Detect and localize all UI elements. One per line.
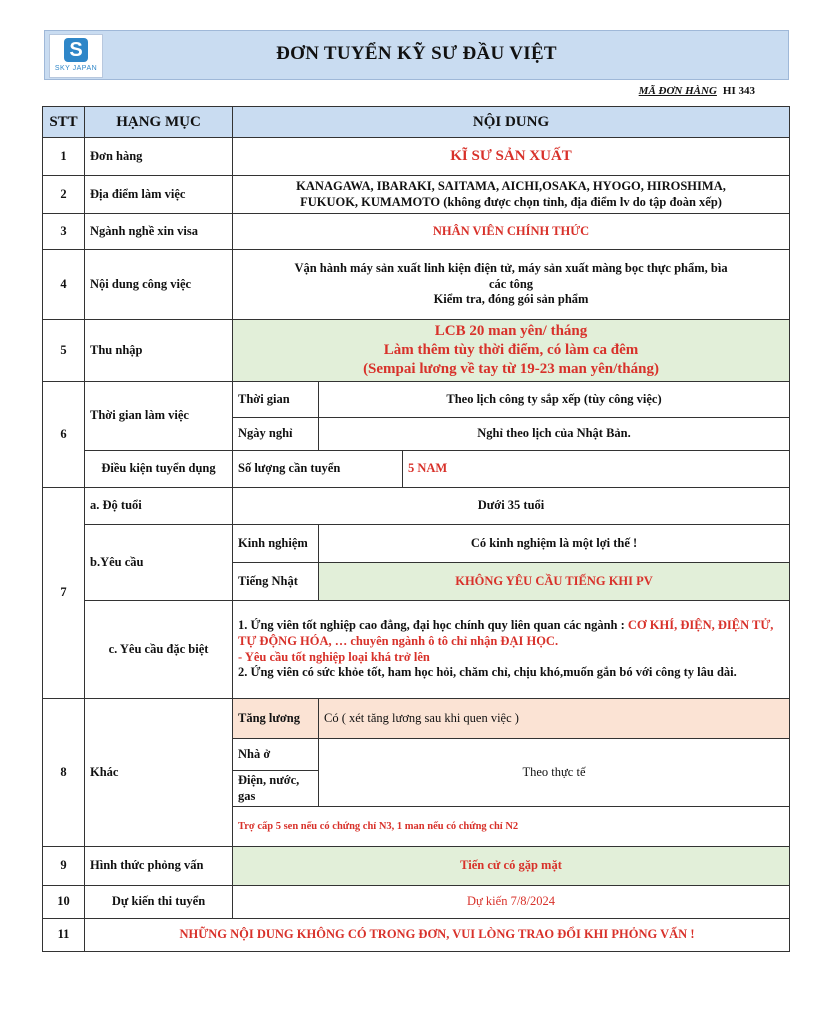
time-label: Thời gian — [233, 382, 319, 418]
japanese-value: KHÔNG YÊU CẦU TIẾNG KHI PV — [319, 563, 790, 601]
row-stt: 8 — [43, 699, 85, 847]
income-value — [233, 320, 790, 382]
table-row — [43, 382, 790, 418]
row-label: Đơn hàng — [85, 138, 233, 176]
time-value: Theo lịch công ty sắp xếp (tùy công việc) — [319, 382, 790, 418]
special-req-2: 2. Ứng viên có sức khỏe tốt, ham học hỏi, chăm chỉ, chịu khó,muốn gắn bó với công ty lâu dài. — [238, 665, 737, 680]
experience-label: Kinh nghiệm — [233, 525, 319, 563]
interview-format-value: Tiến cử có gặp mặt — [233, 847, 790, 886]
raise-label: Tăng lương — [233, 699, 319, 739]
special-req-1 — [238, 618, 784, 649]
table-row — [43, 488, 790, 525]
experience-value: Có kinh nghiệm là một lợi thế ! — [319, 525, 790, 563]
row-value: KĨ SƯ SẢN XUẤT — [233, 138, 790, 176]
table-row — [43, 919, 790, 952]
quantity-label: Số lượng cần tuyển — [233, 451, 403, 488]
row-stt: 7 — [43, 488, 85, 699]
row-stt: 2 — [43, 176, 85, 214]
row-stt: 6 — [43, 382, 85, 488]
job-line-1: Vận hành máy sản xuất linh kiện điện tử, máy sản xuất màng bọc thực phẩm, bìa — [294, 261, 728, 276]
table-header-row — [43, 107, 790, 138]
requirement-label: b.Yêu cầu — [85, 525, 233, 601]
order-code — [639, 85, 755, 97]
special-req-1-majors: CƠ KHÍ, ĐIỆN, ĐIỆN TỬ, TỰ ĐỘNG HÓA, … chuyên ngành ô tô chỉ nhận ĐẠI HỌC. — [238, 618, 774, 648]
table-row — [43, 451, 790, 488]
housing-label: Nhà ở — [233, 739, 319, 771]
job-line-3: Kiểm tra, đóng gói sản phẩm — [433, 292, 589, 307]
table-row — [43, 699, 790, 739]
location-line-1: KANAGAWA, IBARAKI, SAITAMA, AICHI,OSAKA, HYOGO, HIROSHIMA, — [296, 178, 726, 193]
table-row — [43, 847, 790, 886]
certificate-allowance: Trợ cấp 5 sen nếu có chứng chỉ N3, 1 man nếu có chứng chỉ N2 — [233, 807, 790, 847]
japanese-label: Tiếng Nhật — [233, 563, 319, 601]
row-stt: 9 — [43, 847, 85, 886]
age-label: a. Độ tuổi — [85, 488, 233, 525]
special-requirement-value — [233, 601, 790, 699]
income-line-1: LCB 20 man yên/ tháng — [434, 323, 588, 340]
document-title: ĐƠN TUYỂN KỸ SƯ ĐẦU VIỆT — [276, 43, 557, 64]
order-code-value: HI 343 — [722, 85, 755, 97]
quantity-value: 5 NAM — [403, 451, 790, 488]
title-banner — [44, 30, 789, 80]
income-line-3: (Sempai lương về tay từ 19-23 man yên/tháng) — [363, 360, 659, 377]
table-row — [43, 601, 790, 699]
row-label: Ngành nghề xin visa — [85, 214, 233, 250]
table-row — [43, 886, 790, 919]
row-stt: 11 — [43, 919, 85, 952]
row-label: Khác — [85, 699, 233, 847]
header-category: HẠNG MỤC — [85, 107, 233, 138]
row-stt: 1 — [43, 138, 85, 176]
table-row — [43, 525, 790, 563]
order-code-label: MÃ ĐƠN HÀNG — [638, 85, 717, 97]
logo-s-icon: S — [64, 38, 88, 62]
table-row — [43, 138, 790, 176]
row-label: Nội dung công việc — [85, 250, 233, 320]
day-off-value: Nghỉ theo lịch của Nhật Bản. — [319, 418, 790, 451]
special-req-grade: - Yêu cầu tốt nghiệp loại khá trở lên — [238, 649, 430, 664]
table-row — [43, 250, 790, 320]
day-off-label: Ngày nghỉ — [233, 418, 319, 451]
row-label: Địa điểm làm việc — [85, 176, 233, 214]
row-label: Hình thức phỏng vấn — [85, 847, 233, 886]
location-line-2: FUKUOK, KUMAMOTO (không được chọn tỉnh, địa điểm lv do tập đoàn xếp) — [300, 194, 722, 209]
income-line-2: Làm thêm tùy thời điểm, có làm ca đêm — [383, 342, 639, 359]
row-value — [233, 176, 790, 214]
row-label: Thời gian làm việc — [85, 382, 233, 451]
table-row — [43, 214, 790, 250]
row-value: NHÂN VIÊN CHÍNH THỨC — [233, 214, 790, 250]
special-requirement-label: c. Yêu cầu đặc biệt — [85, 601, 233, 699]
age-value: Dưới 35 tuổi — [233, 488, 790, 525]
raise-value: Có ( xét tăng lương sau khi quen việc ) — [319, 699, 790, 739]
special-req-1-text: 1. Ứng viên tốt nghiệp cao đẳng, đại học chính quy liên quan các ngành : — [238, 618, 628, 633]
housing-value: Theo thực tế — [319, 739, 790, 807]
logo-text: SKY JAPAN — [54, 65, 98, 72]
job-line-2: các tông — [488, 276, 534, 291]
recruit-condition-label: Điều kiện tuyển dụng — [85, 451, 233, 488]
exam-date-value: Dự kiến 7/8/2024 — [233, 886, 790, 919]
row-stt: 5 — [43, 320, 85, 382]
header-content: NỘI DUNG — [233, 107, 790, 138]
job-order-table — [42, 106, 790, 952]
table-row — [43, 320, 790, 382]
row-stt: 3 — [43, 214, 85, 250]
row-stt: 10 — [43, 886, 85, 919]
utilities-label: Điện, nước, gas — [233, 771, 319, 807]
row-value — [233, 250, 790, 320]
header-stt: STT — [43, 107, 85, 138]
closing-note: NHỮNG NỘI DUNG KHÔNG CÓ TRONG ĐƠN, VUI LÒNG TRAO ĐỔI KHI PHỎNG VẤN ! — [85, 919, 790, 952]
row-stt: 4 — [43, 250, 85, 320]
table-row — [43, 176, 790, 214]
row-label: Dự kiến thi tuyển — [85, 886, 233, 919]
row-label: Thu nhập — [85, 320, 233, 382]
